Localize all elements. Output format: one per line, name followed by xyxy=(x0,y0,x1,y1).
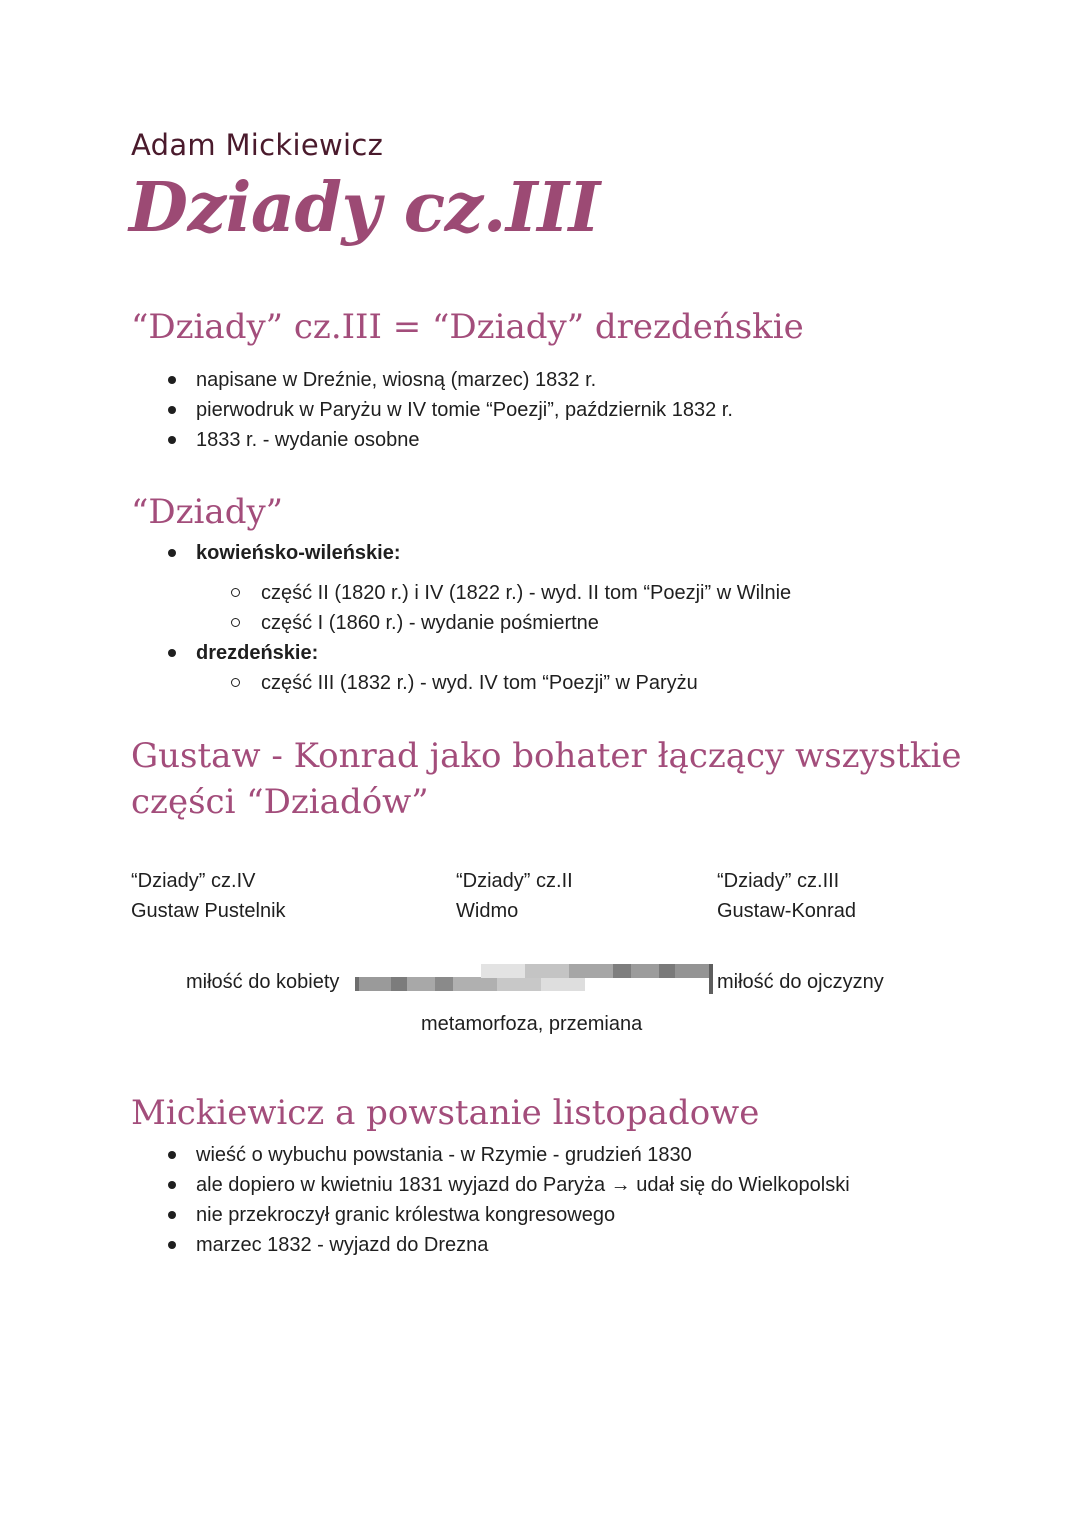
list-item: napisane w Dreźnie, wiosną (marzec) 1832 r. xyxy=(131,365,733,395)
section2-sublist-group2 xyxy=(131,668,698,698)
label-metamorphosis: metamorfoza, przemiana xyxy=(421,1013,643,1035)
column-character: Gustaw-Konrad xyxy=(717,900,856,922)
column-dziady-cz2 xyxy=(456,866,573,926)
section-heading-gustaw-konrad-line2: części “Dziadów” xyxy=(131,782,429,822)
list-item: marzec 1832 - wyjazd do Drezna xyxy=(131,1230,850,1260)
label-love-for-woman: miłość do kobiety xyxy=(186,971,340,993)
section4-list xyxy=(131,1140,850,1260)
list-item: nie przekroczył granic królestwa kongresowego xyxy=(131,1200,850,1230)
section1-list xyxy=(131,365,733,455)
group-label-drezdenskie: drezdeńskie: xyxy=(131,638,318,668)
section2-list-group2 xyxy=(131,638,318,668)
author-name: Adam Mickiewicz xyxy=(131,128,384,162)
list-item: pierwodruk w Paryżu w IV tomie “Poezji”, październik 1832 r. xyxy=(131,395,733,425)
list-item: część II (1820 r.) i IV (1822 r.) - wyd. II tom “Poezji” w Wilnie xyxy=(131,578,791,608)
section-heading-dziady-drezdenskie: “Dziady” cz.III = “Dziady” drezdeńskie xyxy=(131,307,804,347)
list-item: część I (1860 r.) - wydanie pośmiertne xyxy=(131,608,791,638)
column-character: Gustaw Pustelnik xyxy=(131,900,286,922)
column-character: Widmo xyxy=(456,900,519,922)
label-love-for-homeland: miłość do ojczyzny xyxy=(717,971,884,993)
section2-list-group1 xyxy=(131,538,401,568)
list-item: część III (1832 r.) - wyd. IV tom “Poezji” w Paryżu xyxy=(131,668,698,698)
list-item: ale dopiero w kwietniu 1831 wyjazd do Paryża → udał się do Wielkopolski xyxy=(131,1170,850,1200)
column-dziady-cz4 xyxy=(131,866,286,926)
list-item: wieść o wybuchu powstania - w Rzymie - grudzień 1830 xyxy=(131,1140,850,1170)
column-dziady-cz3 xyxy=(717,866,856,926)
column-part: “Dziady” cz.III xyxy=(717,870,840,892)
section-heading-powstanie-listopadowe: Mickiewicz a powstanie listopadowe xyxy=(131,1093,760,1133)
document-title: Dziady cz.III xyxy=(129,168,600,248)
section2-sublist-group1 xyxy=(131,578,791,638)
column-part: “Dziady” cz.IV xyxy=(131,870,256,892)
section-heading-dziady: “Dziady” xyxy=(131,492,284,532)
list-item: 1833 r. - wydanie osobne xyxy=(131,425,733,455)
group-label-kowiensko-wilenskie: kowieńsko-wileńskie: xyxy=(131,538,401,568)
section-heading-gustaw-konrad-line1: Gustaw - Konrad jako bohater łączący wszystkie xyxy=(131,736,962,776)
column-part: “Dziady” cz.II xyxy=(456,870,573,892)
